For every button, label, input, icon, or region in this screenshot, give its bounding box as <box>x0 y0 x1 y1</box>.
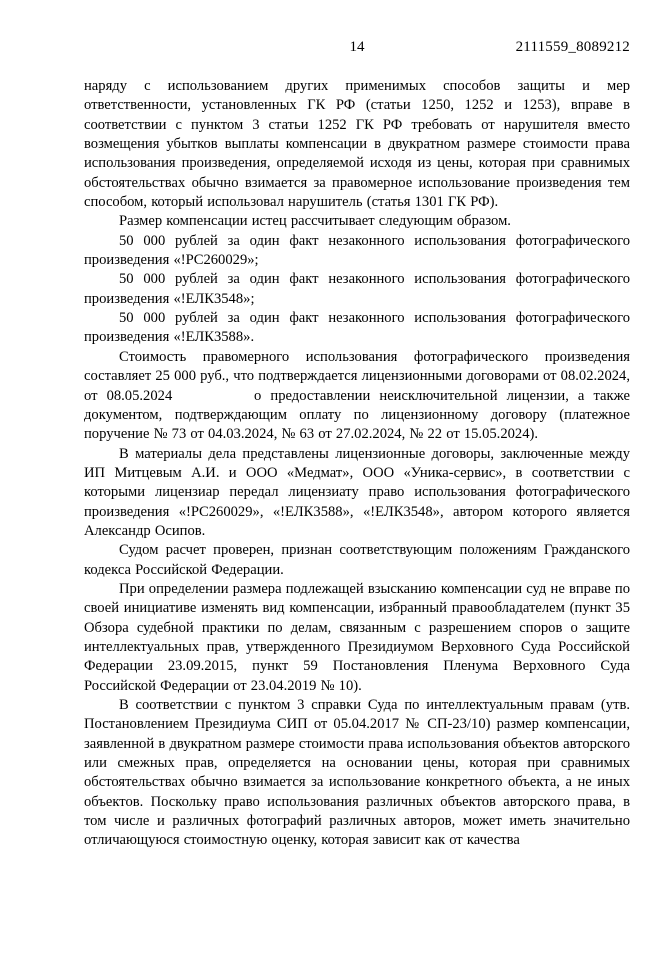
paragraph: При определении размера подлежащей взысканию компенсации суд не вправе по своей инициативе изменять вид компенсации, избранный правообладателем (пункт 35 Обзора судебной практики по делам, связанным с разрешением споров о защите интеллектуальных прав, утвержденного Президиумом Верховного Суда Российской Федерации 23.09.2015, пункт 59 Постановления Пленума Верховного Суда Российской Федерации от 23.04.2019 № 10). <box>84 580 630 694</box>
paragraph: Размер компенсации истец рассчитывает следующим образом. <box>119 213 511 230</box>
paragraph: Стоимость правомерного использования фотографического произведения составляет 25 000 руб., что подтверждается лицензионными договорами от 08.02.2024, от 08.05.2024 о предоставлении неисключительной лицензии, а также документом, подтверждающим оплату по лицензионному договору (платежное поручение № 73 от 04.03.2024, № 63 от 27.02.2024, № 22 от 15.05.2024). <box>84 348 630 443</box>
document-id: 2111559_8089212 <box>515 39 630 55</box>
paragraph: 50 000 рублей за один факт незаконного использования фотографического произведения «!ЕЛК3588». <box>84 310 630 346</box>
document-body <box>84 77 630 851</box>
paragraph: наряду с использованием других применимых способов защиты и мер ответственности, установленных ГК РФ (статьи 1250, 1252 и 1253), вправе в соответствии с пунктом 3 статьи 1252 ГК РФ требовать от нарушителя вместо возмещения убытков выплаты компенсации в двукратном размере стоимости права использования произведения, определяемой исходя из цены, которая при сравнимых обстоятельствах обычно взимается за правомерное использование произведения тем способом, который использовал нарушитель (статья 1301 ГК РФ). <box>84 78 630 211</box>
paragraph: 50 000 рублей за один факт незаконного использования фотографического произведения «!PC260029»; <box>84 232 630 269</box>
page-header <box>84 38 630 56</box>
paragraph: В соответствии с пунктом 3 справки Суда по интеллектуальным правам (утв. Постановлением Президиума СИП от 05.04.2017 № СП-23/10) размер компенсации, заявленной в двукратном размере стоимости права использования объектов авторского или смежных прав, определяется на основании цены, которая при сравнимых обстоятельствах обычно взимается за использование конкретного объекта, а не иных объектов. Поскольку право использования различных объектов авторского права, в том числе и различных фотографий различных авторов, может иметь значительно отличающуюся стоимостную оценку, которая зависит как от качества <box>84 697 630 849</box>
page-content <box>84 38 630 851</box>
paragraph: В материалы дела представлены лицензионные договоры, заключенные между ИП Митцевым А.И. и ООО «Медмат», ООО «Уника-сервис», в соответствии с которыми лицензиар передал лицензиату право использования фотографического произведения «!PC260029», «!ЕЛК3588», «!ЕЛК3548», автором которого является Александр Осипов. <box>84 445 630 539</box>
paragraph: Судом расчет проверен, признан соответствующим положениям Гражданского кодекса Российской Федерации. <box>84 542 630 578</box>
paragraph: 50 000 рублей за один факт незаконного использования фотографического произведения «!ЕЛК3548»; <box>84 271 630 307</box>
page-number: 14 <box>349 39 365 55</box>
